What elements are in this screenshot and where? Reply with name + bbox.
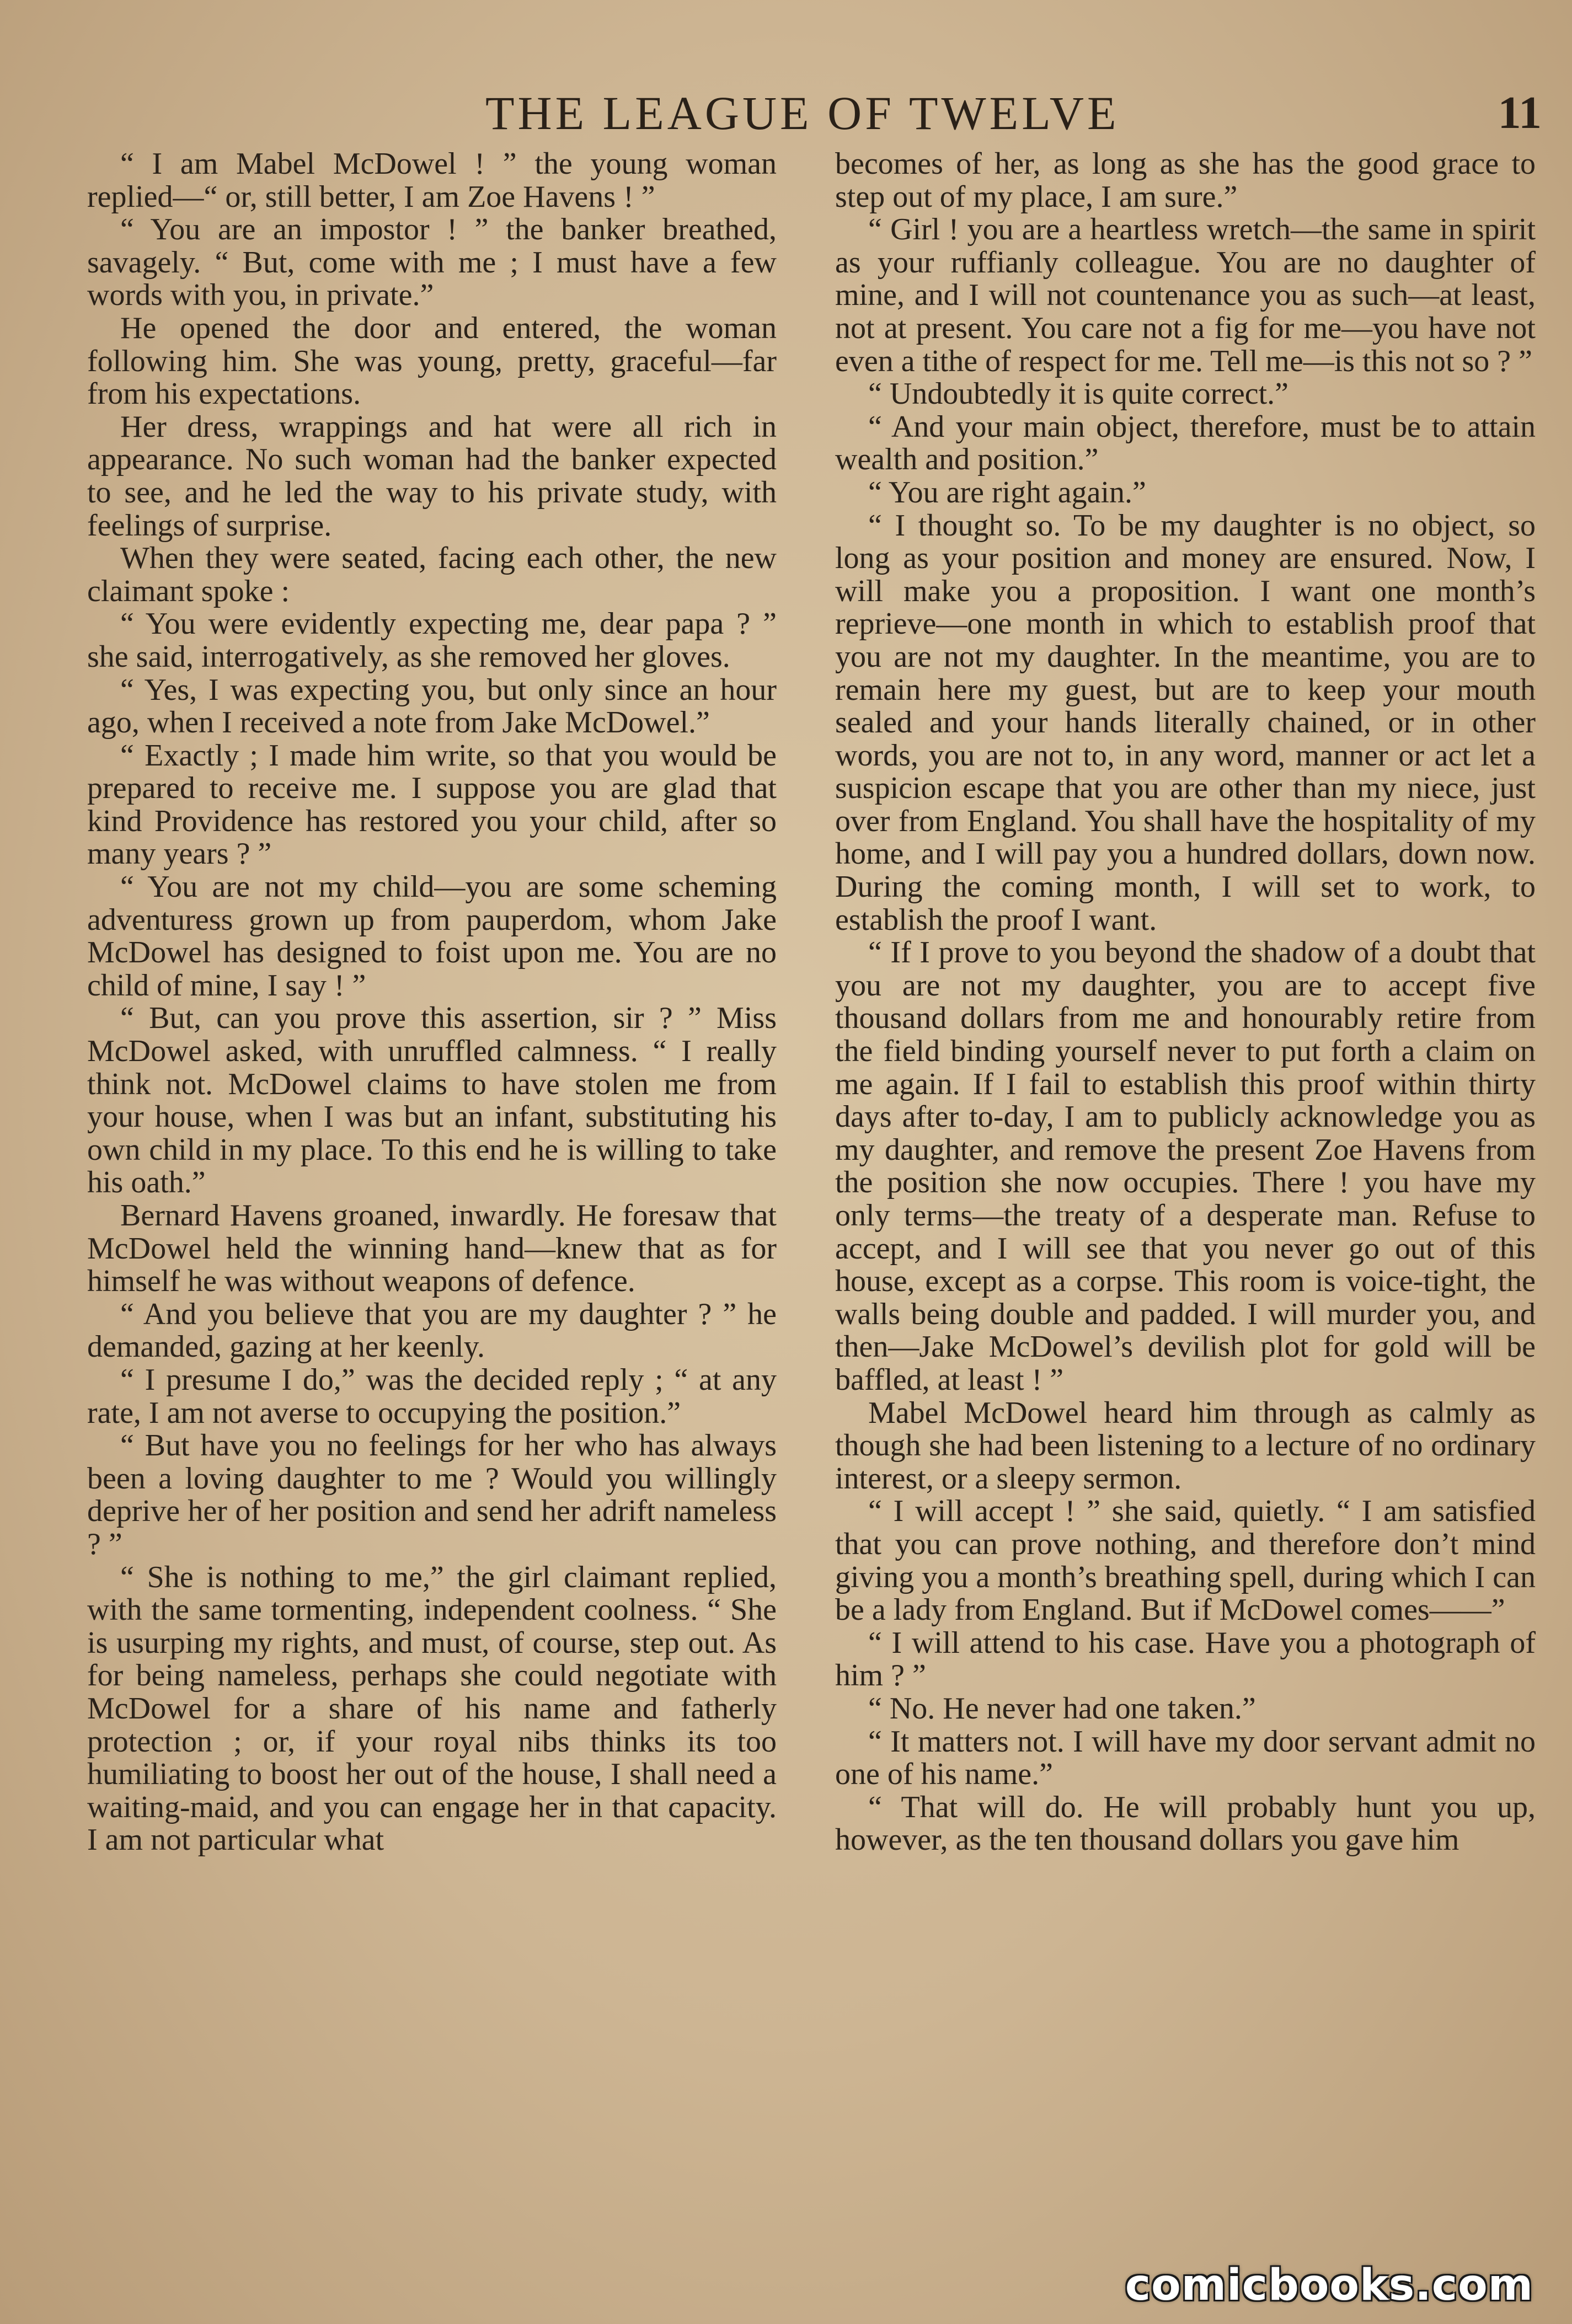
left-column [87, 148, 777, 1857]
paragraph: “ I presume I do,” was the decided reply ; “ at any rate, I am not averse to occupying the position.” [87, 1362, 777, 1430]
paragraph: “ You are an impostor ! ” the banker breathed, savagely. “ But, come with me ; I must have a few words with you, in private.” [87, 212, 777, 313]
paragraph: Her dress, wrappings and hat were all rich in appearance. No such woman had the banker expected to see, and he led the way to his private study, with feelings of surprise. [87, 409, 777, 543]
paragraph-continued: becomes of her, as long as she has the good grace to step out of my place, I am sure.” [835, 147, 1536, 214]
paragraph: “ That will do. He will probably hunt you up, however, as the ten thousand dollars you gave him [835, 1790, 1536, 1857]
paragraph: “ Girl ! you are a heartless wretch—the same in spirit as your ruffianly colleague. You are no daughter of mine, and I will not countenance you as such—at least, not at present. You care not a fig for me—you have not even a tithe of respect for me. Tell me—is this not so ? ” [835, 212, 1536, 378]
paragraph: “ Yes, I was expecting you, but only since an hour ago, when I received a note from Jake McDowel.” [87, 672, 777, 740]
right-column [835, 148, 1536, 1857]
paragraph: “ She is nothing to me,” the girl claimant replied, with the same tormenting, independent coolness. “ She is usurping my rights, and must, of course, step out. As for being nameless, perhaps she could negotiate with McDowel for a share of his name and fatherly protection ; or, if your royal nibs thinks its too humiliating to boost her out of the house, I shall need a waiting-maid, and you can engage her in that capacity. I am not particular what [87, 1560, 777, 1857]
paragraph: “ I am Mabel McDowel ! ” the young woman replied—“ or, still better, I am Zoe Havens ! ” [87, 147, 777, 214]
paragraph: “ But have you no feelings for her who has always been a loving daughter to me ? Would you willingly deprive her of her position and send her adrift nameless ? ” [87, 1428, 777, 1561]
paragraph: “ If I prove to you beyond the shadow of a doubt that you are not my daughter, you are to accept five thousand dollars from me and honourably retire from the field binding yourself never to put forth a claim on me again. If I fail to establish this proof within thirty days after to-day, I am to publicly acknowledge you as my daughter, and remove the present Zoe Havens from the position she now occupies. There ! you have my only terms—the treaty of a desperate man. Refuse to accept, and I will see that you never go out of this house, except as a corpse. This room is voice-tight, the walls being double and padded. I will murder you, and then—Jake McDowel’s devilish plot for gold will be baffled, at least ! ” [835, 935, 1536, 1397]
paragraph: “ Exactly ; I made him write, so that you would be prepared to receive me. I suppose you are glad that kind Providence has restored you your child, after so many years ? ” [87, 738, 777, 871]
watermark: comicbooks.com [1125, 2261, 1533, 2310]
paragraph: “ I will attend to his case. Have you a photograph of him ? ” [835, 1625, 1536, 1693]
running-title: THE LEAGUE OF TWELVE [485, 87, 1120, 140]
paragraph: Mabel McDowel heard him through as calmly as though she had been listening to a lecture of no ordinary interest, or a sleepy sermon. [835, 1395, 1536, 1496]
paragraph: “ It matters not. I will have my door servant admit no one of his name.” [835, 1724, 1536, 1792]
paragraph: “ You are not my child—you are some scheming adventuress grown up from pauperdom, whom Jake McDowel has designed to foist upon me. You are no child of mine, I say ! ” [87, 870, 777, 1003]
paragraph: He opened the door and entered, the woman following him. She was young, pretty, graceful—far from his expectations. [87, 310, 777, 411]
page-number: 11 [1498, 87, 1542, 138]
paragraph: “ But, can you prove this assertion, sir ? ” Miss McDowel asked, with unruffled calmness. “ I really think not. McDowel claims to have stolen me from your house, when I was but an infant, substituting his own child in my place. To this end he is willing to take his oath.” [87, 1001, 777, 1200]
paragraph: “ Undoubtedly it is quite correct.” [868, 377, 1288, 411]
paragraph: “ No. He never had one taken.” [868, 1691, 1256, 1726]
paragraph: “ And your main object, therefore, must be to attain wealth and position.” [835, 409, 1536, 477]
paragraph: When they were seated, facing each other, the new claimant spoke : [87, 541, 777, 608]
paragraph: “ I will accept ! ” she said, quietly. “ I am satisfied that you can prove nothing, and therefore don’t mind giving you a month’s breathing spell, during which I can be a lady from England. But if McDowel comes——” [835, 1494, 1536, 1627]
paragraph: “ And you believe that you are my daughter ? ” he demanded, gazing at her keenly. [87, 1297, 777, 1364]
paragraph: “ You are right again.” [868, 475, 1146, 510]
page-header [0, 83, 1572, 149]
paragraph: “ You were evidently expecting me, dear papa ? ” she said, interrogatively, as she removed her gloves. [87, 607, 777, 674]
paragraph: “ I thought so. To be my daughter is no object, so long as your position and money are ensured. Now, I will make you a proposition. I want one month’s reprieve—one month in which to establish proof that you are not my daughter. In the meantime, you are to remain here my guest, but are to keep your mouth sealed and your hands literally chained, or in other words, you are not to, in any word, manner or act let a suspicion escape that you are other than my niece, just over from England. You shall have the hospitality of my home, and I will pay you a hundred dollars, down now. During the coming month, I will set to work, to establish the proof I want. [835, 508, 1536, 937]
paragraph: Bernard Havens groaned, inwardly. He foresaw that McDowel held the winning hand—knew that as for himself he was without weapons of defence. [87, 1198, 777, 1299]
